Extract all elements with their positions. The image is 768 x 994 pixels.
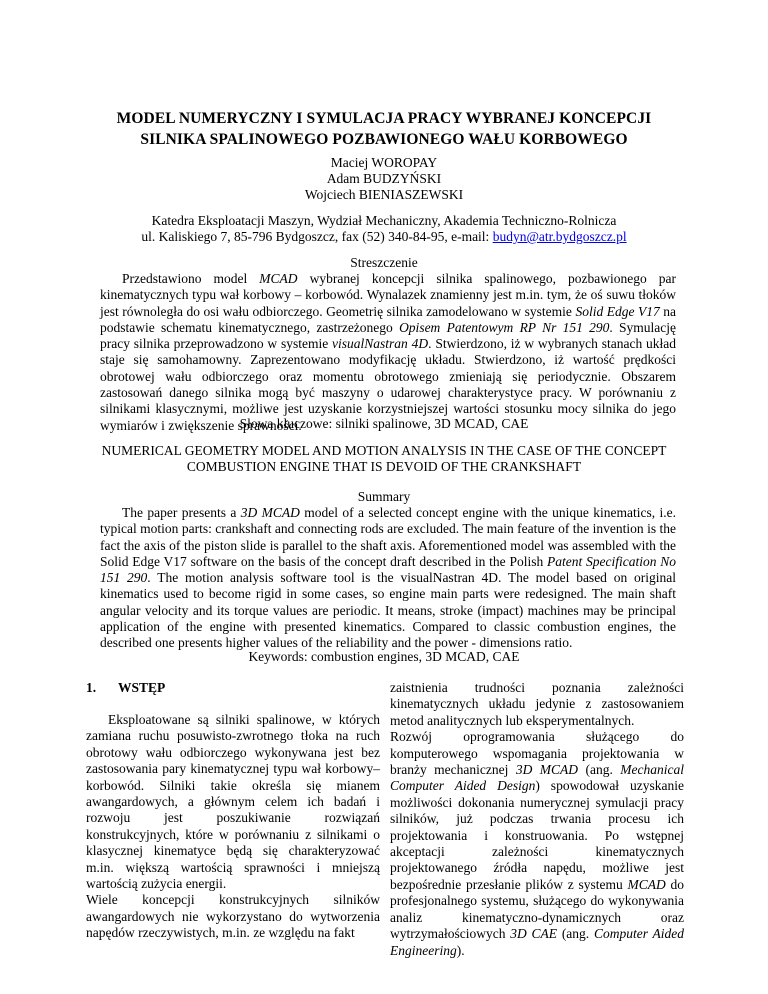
rc-p2i1: 3D MCAD: [515, 762, 579, 778]
title-line-2: SILNIKA SPALINOWEGO POZBAWIONEGO WAŁU KORBOWEGO: [140, 131, 628, 148]
email-link[interactable]: budyn@atr.bydgoszcz.pl: [492, 229, 627, 244]
paper-title: [60, 108, 708, 150]
rc-p2i5: Computer Aided Engineering: [390, 926, 684, 958]
en-abs-i1: 3D MCAD: [240, 505, 300, 520]
pl-abstract: [100, 271, 676, 434]
rc-p2f: ).: [456, 942, 465, 958]
section-title: WSTĘP: [118, 680, 166, 695]
left-column: [86, 712, 380, 942]
affiliation-line-2: [60, 229, 708, 245]
pl-abs-t2: wybranej koncepcji silnika spalinowego, pozbawionego par kinematycznych typu wał korbowy – korbowód. Wynalazek znamienny jest m.in. tym, że oś suwu tłoków jest równoległa do osi wału odbiorczego. Geometrię silnika zamodelowano w systemie: [100, 271, 677, 319]
author-2: Adam BUDZYŃSKI: [326, 171, 442, 186]
rc-p2i3: MCAD: [627, 876, 666, 892]
pl-abs-i3: Opisem Patentowym RP Nr 151 290: [399, 319, 610, 335]
rc-p2e: (ang.: [557, 926, 594, 942]
left-col-paragraph-2: Wiele koncepcji konstrukcyjnych silników awangardowych nie wykorzystano do wytworzenia napędów rzeczywistych, m.in. ze względu na fakt: [86, 892, 380, 941]
en-title-line-2: COMBUSTION ENGINE THAT IS DEVOID OF THE CRANKSHAFT: [186, 459, 582, 474]
right-column: [390, 680, 684, 959]
pl-abs-i1: MCAD: [259, 271, 298, 286]
right-col-paragraph-2: [390, 729, 684, 959]
rc-p2b: (ang.: [578, 762, 621, 778]
section-number: 1.: [86, 680, 97, 695]
pl-abs-i2: Solid Edge V17: [575, 303, 660, 319]
pl-abs-i4: visualNastran 4D: [332, 336, 429, 352]
pl-abs-t4: . Symulację pracy silnika przeprowadzono w systemie: [100, 319, 676, 352]
pl-abs-t5: . Stwierdzono, iż w wybranych stanach układ staje się samohamowny. Zaprezentowano modyfikację układu. Stwierdzono, iż wartość prędkości obrotowej wału odbiorczego oraz momentu obrotowego zmieniają się periodycznie. Obszarem zastosowań danego silnika mogą być maszyny o udarowej charakterystyce pracy. W porównaniu z silnikami klasycznymi, możliwe jest uzyskanie korzystniejszej wartości stosunku mocy silnika do jego wymiarów i zwiększenie sprawności.: [100, 336, 677, 433]
rc-p2c: ) spowodował uzyskanie możliwości dokonania numerycznej symulacji pracy silników, już podczas trwania procesu ich projektowania i konstruowania. Po wstępnej akceptacji zależności kinematycznych projektowanego źródła napędu, możliwe jest bezpośrednie przesłanie plików z systemu: [390, 778, 684, 892]
left-col-paragraph-1: Eksploatowane są silniki spalinowe, w których zamiana ruchu posuwisto-zwrotnego tłoka na ruch obrotowy wału odbiorczego wykonywana jest bez zastosowania pary kinematycznej typu wał korbowy–korbowód. Silniki takie określa się mianem awangardowych, a głównym celem ich badań i rozwoju jest poszukiwanie rozwiązań konstrukcyjnych, które w porównaniu z silnikami o klasycznej kinematyce będą się charakteryzować m.in. większą wartością sprawności i mniejszą wartością zużycia energii.: [86, 712, 380, 892]
rc-p2i2: Mechanical Computer Aided Design: [390, 762, 684, 794]
author-1: Maciej WOROPAY: [330, 155, 438, 170]
pl-abstract-text: [100, 271, 676, 434]
rc-p2d: do profesjonalnego systemu, służącego do wykonywania analiz kinematyczno-dynamicznych oraz wytrzymałościowych: [390, 876, 684, 942]
pl-abs-t3: na podstawie schematu kinematycznego, zastrzeżonego: [100, 303, 676, 335]
en-abstract-text: [100, 505, 676, 652]
en-abstract: [100, 505, 676, 652]
en-abs-t3: . The motion analysis software tool is the visualNastran 4D. The model based on original kinematics used to become rigid in some cases, so engine main parts were redesigned. The main shaft angular velocity and its torque values are periodic. It means, stroke (impact) machines may be principal application of the engine with presented kinematics. Compared to classic combustion engines, the described one presents higher values of the reliability and the power - dimensions ratio.: [100, 570, 676, 651]
pl-abs-t1: Przedstawiono model: [122, 271, 260, 286]
pl-keywords: Słowa kluczowe: silniki spalinowe, 3D MCAD, CAE: [239, 416, 529, 431]
pl-abstract-heading: Streszczenie: [350, 255, 418, 270]
rc-p2a: Rozwój oprogramowania służącego do komputerowego wspomagania projektowania w branży mechanicznej: [390, 729, 684, 778]
en-abs-t2: model of a selected concept engine with the unique kinematics, i.e. typical motion parts: crankshaft and connecting rods are excluded. The main feature of the invention is the fact the axis of the piston slide is parallel to the shaft axis. Aforementioned model was assembled with the Solid Edge V17 software on the basis of the concept draft described in the Polish: [100, 505, 676, 569]
en-title-line-1: NUMERICAL GEOMETRY MODEL AND MOTION ANALYSIS IN THE CASE OF THE CONCEPT: [101, 443, 667, 458]
en-abs-t1: The paper presents a: [122, 505, 241, 520]
en-abs-i2: Patent Specification No 151 290: [100, 553, 677, 586]
affiliation-address: ul. Kaliskiego 7, 85-796 Bydgoszcz, fax (52) 340-84-95, e-mail:: [141, 229, 493, 244]
en-keywords: Keywords: combustion engines, 3D MCAD, CAE: [248, 649, 520, 664]
en-abstract-heading: Summary: [357, 489, 411, 504]
section-heading: [86, 680, 165, 696]
affiliation-line-1: Katedra Eksploatacji Maszyn, Wydział Mechaniczny, Akademia Techniczno-Rolnicza: [151, 213, 617, 228]
author-3: Wojciech BIENIASZEWSKI: [304, 187, 464, 202]
rc-p2i4: 3D CAE: [510, 926, 558, 942]
title-line-1: MODEL NUMERYCZNY I SYMULACJA PRACY WYBRANEJ KONCEPCJI: [116, 110, 652, 127]
en-title: [60, 443, 708, 475]
right-col-paragraph-1: zaistnienia trudności poznania zależności kinematycznych układu jedynie z zastosowaniem metod analitycznych lub eksperymentalnych.: [390, 680, 684, 728]
